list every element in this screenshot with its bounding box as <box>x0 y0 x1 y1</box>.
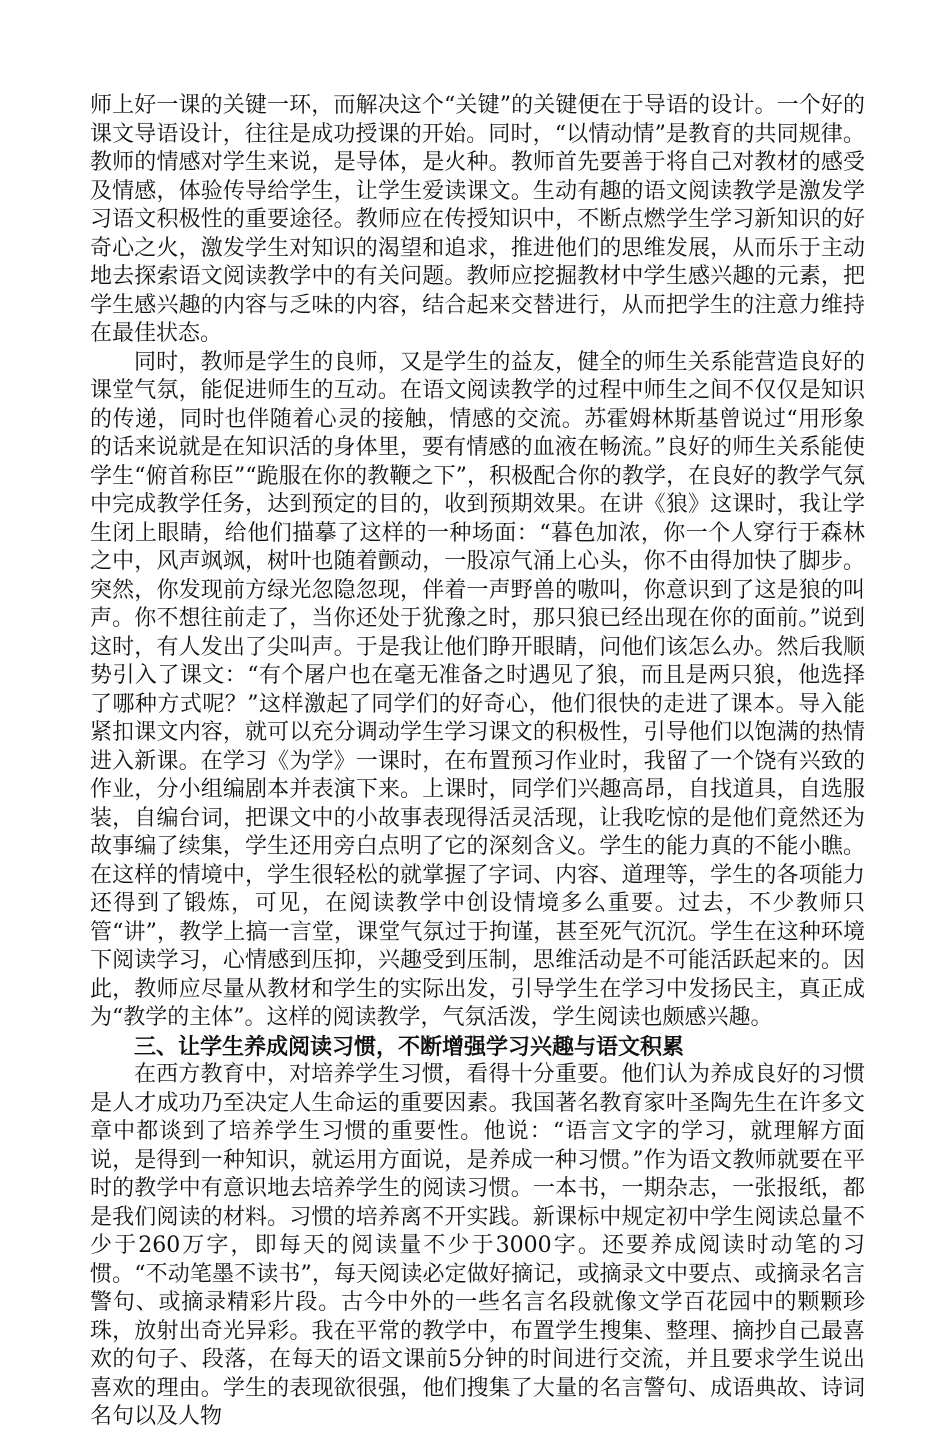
section-heading: 三、让学生养成阅读习惯，不断增强学习兴趣与语文积累 <box>134 1033 685 1060</box>
paragraph-continuation: 师上好一课的关键一环，而解决这个“关键”的关键便在于导语的设计。一个好的课文导语设计，往往是成功授课的开始。同时，“以情动情”是教育的共同规律。教师的情感对学生来说，是导体，是火种。教师首先要善于将自己对教材的感受及情感，体验传导给学生，让学生爱读课文。生动有趣的语文阅读教学是激发学习语文积极性的重要途径。教师应在传授知识中，不断点燃学生学习新知识的好奇心之火，激发学生对知识的渴望和追求，推进他们的思维发展，从而乐于主动地去探索语文阅读教学中的有关问题。教师应挖掘教材中学生感兴趣的元素，把学生感兴趣的内容与乏味的内容，结合起来交替进行，从而把学生的注意力维持在最佳状态。 <box>90 93 865 346</box>
paragraph-teacher-student-relationship: 同时，教师是学生的良师，又是学生的益友，健全的师生关系能营造良好的课堂气氛，能促进师生的互动。在语文阅读教学的过程中师生之间不仅仅是知识的传递，同时也伴随着心灵的接触，情感的交流。苏霍姆林斯基曾说过“用形象的话来说就是在知识活的身体里，要有情感的血液在畅流。”良好的师生关系能使学生“俯首称臣”“跪服在你的教鞭之下”，积极配合你的教学，在良好的教学气氛中完成教学任务，达到预定的目的，收到预期效果。在讲《狼》这课时，我让学生闭上眼睛，给他们描摹了这样的一种场面：“暮色加浓，你一个人穿行于森林之中，风声飒飒，树叶也随着颤动，一股凉气涌上心头，你不由得加快了脚步。突然，你发现前方绿光忽隐忽现，伴着一声野兽的嗷叫，你意识到了这是狼的叫声。你不想往前走了，当你还处于犹豫之时，那只狼已经出现在你的面前。”说到这时，有人发出了尖叫声。于是我让他们睁开眼睛，问他们该怎么办。然后我顺势引入了课文：“有个屠户也在毫无准备之时遇见了狼，而且是两只狼，他选择了哪种方式呢？”这样激起了同学们的好奇心，他们很快的走进了课本。导入能紧扣课文内容，就可以充分调动学生学习课文的积极性，引导他们以饱满的热情进入新课。在学习《为学》一课时，在布置预习作业时，我留了一个饶有兴致的作业，分小组编剧本并表演下来。上课时，同学们兴趣高昂，自找道具，自选服装，自编台词，把课文中的小故事表现得活灵活现，让我吃惊的是他们竟然还为故事编了续集，学生还用旁白点明了它的深刻含义。学生的能力真的不能小瞧。在这样的情境中，学生很轻松的就掌握了字词、内容、道理等，学生的各项能力还得到了锻炼，可见，在阅读教学中创设情境多么重要。过去，不少教师只管“讲”，教学上搞一言堂，课堂气氛过于拘谨，甚至死气沉沉。学生在这种环境下阅读学习，心情感到压抑，兴趣受到压制，思维活动是不可能活跃起来的。因此，教师应尽量从教材和学生的实际出发，引导学生在学习中发扬民主，真正成为“教学的主体”。这样的阅读教学，气氛活泼，学生阅读也颇感兴趣。 <box>90 349 865 1030</box>
document-page <box>90 92 865 1432</box>
paragraph-reading-habits: 在西方教育中，对培养学生习惯，看得十分重要。他们认为养成良好的习惯是人才成功乃至决定人生命运的重要因素。我国著名教育家叶圣陶先生在许多文章中都谈到了培养学生习惯的重要性。他说：“语言文字的学习，就理解方面说，是得到一种知识，就运用方面说，是养成一种习惯。”作为语文教师就要在平时的教学中有意识地去培养学生的阅读习惯。一本书，一期杂志，一张报纸，都是我们阅读的材料。习惯的培养离不开实践。新课标中规定初中学生阅读总量不少于260万字，即每天的阅读量不少于3000字。还要养成阅读时动笔的习惯。“不动笔墨不读书”，每天阅读必定做好摘记，或摘录文中要点、或摘录名言警句、或摘录精彩片段。古今中外的一些名言名段就像文学百花园中的颗颗珍珠，放射出奇光异彩。我在平常的教学中，布置学生搜集、整理、摘抄自己最喜欢的句子、段落，在每天的语文课前5分钟的时间进行交流，并且要求学生说出喜欢的理由。学生的表现欲很强，他们搜集了大量的名言警句、成语典故、诗词名句以及人物 <box>90 1062 865 1429</box>
